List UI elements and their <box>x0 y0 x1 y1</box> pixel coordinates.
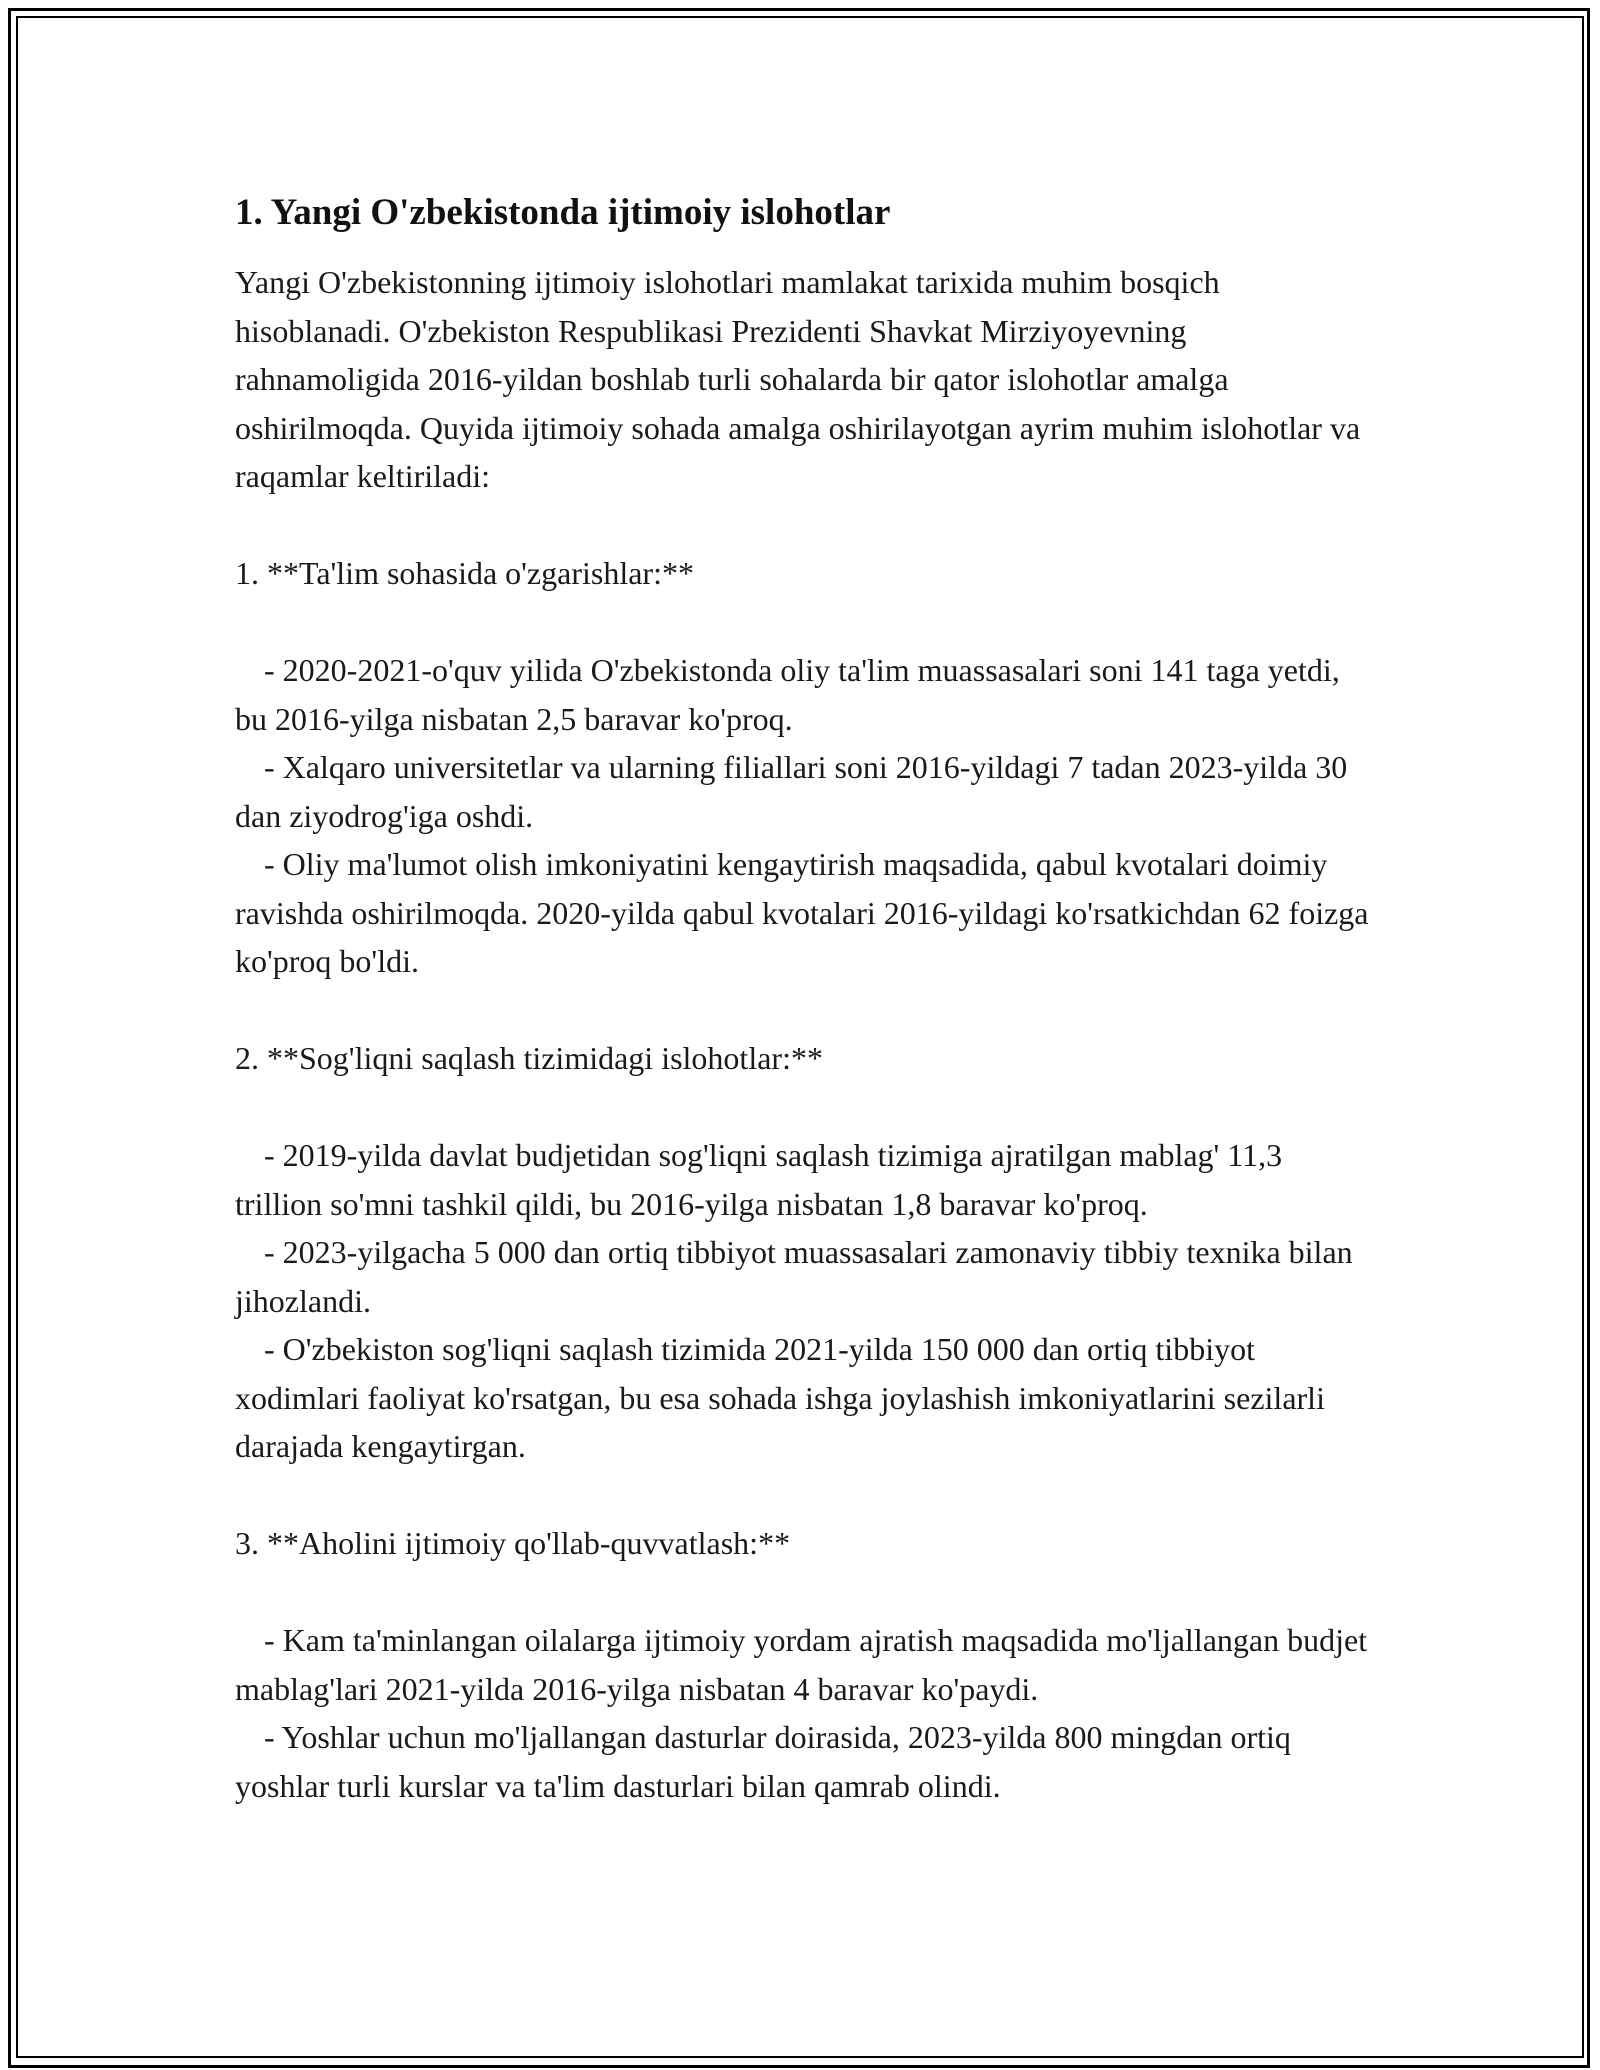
spacer <box>235 986 1375 1035</box>
document-title: 1. Yangi O'zbekistonda ijtimoiy islohotlar <box>235 192 891 233</box>
section-heading-social-support: 3. **Aholini ijtimoiy qo'llab-quvvatlash:** <box>235 1525 791 1561</box>
section-heading-health: 2. **Sog'liqni saqlash tizimidagi islohotlar:** <box>235 1040 823 1076</box>
list-item: - Kam ta'minlangan oilalarga ijtimoiy yordam ajratish maqsadida mo'ljallangan budjet mablag'lari 2021-yilda 2016-yilga nisbatan 4 baravar ko'paydi. <box>235 1622 1368 1707</box>
list-item: - Yoshlar uchun mo'ljallangan dasturlar doirasida, 2023-yilda 800 mingdan ortiq yoshlar turli kurslar va ta'lim dasturlari bilan qamrab olindi. <box>235 1719 1291 1804</box>
intro-paragraph: Yangi O'zbekistonning ijtimoiy islohotlari mamlakat tarixida muhim bosqich hisoblanadi. O'zbekiston Respublikasi Prezidenti Shavkat Mirziyoyevning rahnamoligida 2016-yildan boshlab turli sohalarda bir qator islohotlar amalga oshirilmoqda. Quyida ijtimoiy sohada amalga oshirilayotgan ayrim muhim islohotlar va raqamlar keltiriladi: <box>235 264 1369 494</box>
section-heading-education: 1. **Ta'lim sohasida o'zgarishlar:** <box>235 555 694 591</box>
list-item: - O'zbekiston sog'liqni saqlash tizimida 2021-yilda 150 000 dan ortiq tibbiyot xodimlari faoliyat ko'rsatgan, bu esa sohada ishga joylashish imkoniyatlarini sezilarli darajada kengaytirgan. <box>235 1331 1325 1464</box>
list-item: - 2020-2021-o'quv yilida O'zbekistonda oliy ta'lim muassasalari soni 141 taga yetdi, bu 2016-yilga nisbatan 2,5 baravar ko'proq. <box>235 652 1340 737</box>
spacer <box>235 1568 1375 1617</box>
spacer <box>235 1083 1375 1132</box>
spacer <box>235 501 1375 550</box>
list-item: - Xalqaro universitetlar va ularning filiallari soni 2016-yildagi 7 tadan 2023-yilda 30 dan ziyodrog'iga oshdi. <box>235 749 1348 834</box>
spacer <box>235 598 1375 647</box>
list-item: - Oliy ma'lumot olish imkoniyatini kengaytirish maqsadida, qabul kvotalari doimiy ravishda oshirilmoqda. 2020-yilda qabul kvotalari 2016-yildagi ko'rsatkichdan 62 foizga ko'proq bo'ldi. <box>235 846 1369 979</box>
list-item: - 2019-yilda davlat budjetidan sog'liqni saqlash tizimiga ajratilgan mablag' 11,3 trillion so'mni tashkil qildi, bu 2016-yilga nisbatan 1,8 baravar ko'proq. <box>235 1137 1283 1222</box>
spacer <box>235 1471 1375 1520</box>
document-body <box>235 186 1375 1810</box>
list-item: - 2023-yilgacha 5 000 dan ortiq tibbiyot muassasalari zamonaviy tibbiy texnika bilan jihozlandi. <box>235 1234 1353 1319</box>
